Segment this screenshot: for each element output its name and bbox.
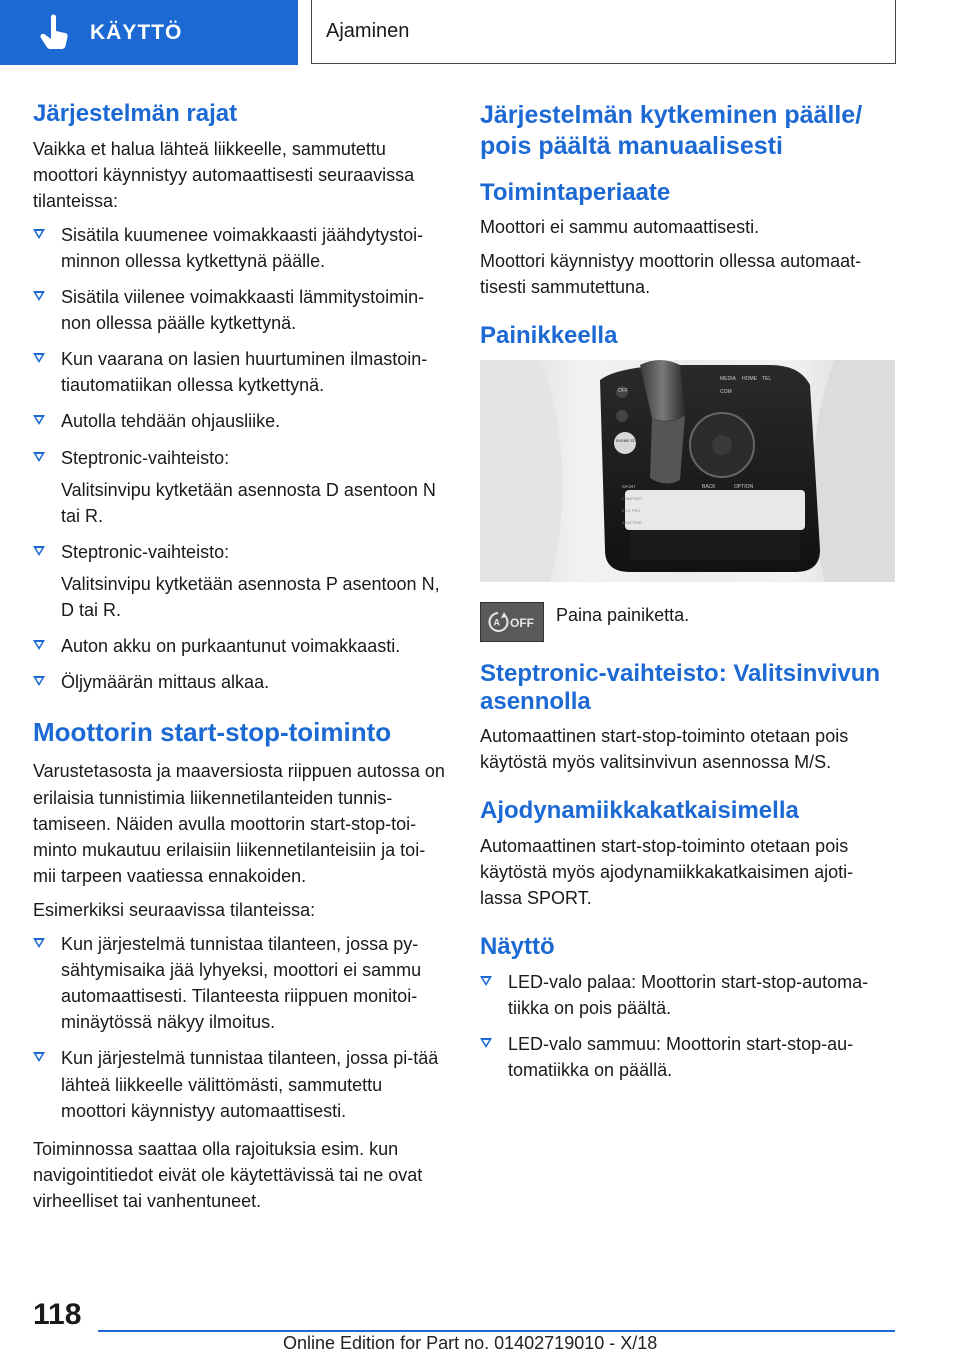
principle-para1: Moottori ei sammu automaattisesti. (480, 217, 760, 238)
section-tab[interactable] (0, 0, 298, 65)
back-label: BACK (702, 483, 716, 490)
hand-pointer-icon (34, 11, 78, 55)
triangle-bullet-icon (480, 1038, 492, 1048)
chapter-header (311, 0, 896, 64)
list-item: Kun järjestelmä tunnistaa tilanteen, jossa pi-tää lähteä liikkeelle välittömästi, sammutettu moottori käynnistyy automaattisesti. (33, 1045, 448, 1123)
triangle-bullet-icon (33, 676, 45, 686)
engine-start-stop-label: ENGINE START STOP (616, 438, 652, 443)
right-column (480, 100, 895, 1095)
page-number: 118 (33, 1298, 82, 1331)
steptronic-para: Automaattinen start-stop-toiminto otetaan pois käytöstä myös valitsinvivun asennossa M/S. (480, 726, 849, 773)
left-column (33, 100, 448, 1222)
com-label: COM (720, 388, 732, 395)
list-item: Steptronic-vaihteisto: Valitsinvipu kytketään asennosta P asentoon N, D tai R. (33, 539, 448, 623)
list-item: LED-valo sammuu: Moottorin start-stop-au-tomatiikka on päällä. (480, 1031, 895, 1083)
auto-start-stop-off-icon (485, 609, 539, 635)
list-item: LED-valo palaa: Moottorin start-stop-automa-tiikka on pois päältä. (480, 969, 895, 1021)
principle-para2: Moottori käynnistyy moottorin ollessa automaat-tisesti sammutettuna. (480, 251, 862, 298)
sport-label: SPORT (622, 483, 636, 489)
list-item: Autolla tehdään ohjausliike. (33, 408, 448, 434)
off-button-label: OFF (510, 615, 534, 630)
auto-start-stop-off-button[interactable] (480, 602, 544, 642)
list-item: Sisätila kuumenee voimakkaasti jäähdytystoi-minnon ollessa kytkettynä päälle. (33, 222, 448, 274)
list-item: Sisätila viilenee voimakkaasti lämmitystoimin-non ollessa päälle kytkettynä. (33, 284, 448, 336)
list-item: Kun vaarana on lasien huurtuminen ilmastoin-tiautomatiikan ollessa kytkettynä. (33, 346, 448, 398)
option-label: OPTION (734, 483, 754, 490)
footer-divider (98, 1330, 895, 1332)
startstop-list (33, 931, 448, 1124)
triangle-bullet-icon (33, 415, 45, 425)
triangle-bullet-icon (33, 938, 45, 948)
limits-list (33, 222, 448, 695)
list-item: Steptronic-vaihteisto: Valitsinvipu kytketään asennosta D asentoon N tai R. (33, 445, 448, 529)
home-label: HOME (742, 375, 757, 382)
triangle-bullet-icon (33, 291, 45, 301)
off-label: OFF (618, 387, 628, 394)
tel-label: TEL (762, 375, 772, 382)
center-console-illustration (480, 360, 895, 582)
list-item: Kun järjestelmä tunnistaa tilanteen, jossa py-sähtymisaika jää lyhyeksi, moottori ei sammu automaattisesti. Tilanteesta riippuen monitoi-minäytössä näkyy ilmoitus. (33, 931, 448, 1035)
svg-text:A: A (493, 617, 500, 628)
console-photo (480, 360, 895, 582)
startstop-heading: Moottorin start-stop-toiminto (33, 717, 392, 748)
edition-text: Online Edition for Part no. 01402719010 - X/18 (283, 1333, 658, 1353)
startstop-para1: Varustetasosta ja maaversiosta riippuen autossa on erilaisia tunnistimia liikennetilanteiden tunnis-tamiseen. Näiden avulla moottorin start-stop-toi-minto mukautuu erilaisiin liikennetilanteisiin ja toi-mii tarpeen vaatiessa ennakoiden. (33, 761, 445, 886)
triangle-bullet-icon (480, 976, 492, 986)
comfort-label: COMFORT (622, 495, 643, 501)
triangle-bullet-icon (33, 640, 45, 650)
button-instruction-row (480, 602, 895, 642)
dynamic-para: Automaattinen start-stop-toiminto otetaan pois käytöstä myös ajodynamiikkakatkaisimen ajoti-lassa SPORT. (480, 835, 854, 909)
limits-heading: Järjestelmän rajat (33, 100, 238, 127)
steptronic-heading: Steptronic-vaihteisto: Valitsinvivun asennolla (480, 659, 881, 715)
button-heading: Painikkeella (480, 322, 618, 350)
list-item: Auton akku on purkaantunut voimakkaasti. (33, 633, 448, 659)
startstop-para3: Toiminnossa saattaa olla rajoituksia esim. kun navigointitiedot eivät ole käytettävissä tai ne ovat virheelliset tai vanhentuneet. (33, 1138, 423, 1211)
principle-heading: Toimintaperiaate (480, 178, 671, 206)
manual-heading: Järjestelmän kytkeminen päälle/ pois päältä manuaalisesti (480, 101, 863, 161)
display-heading: Näyttö (480, 933, 555, 961)
list-item: Öljymäärän mittaus alkaa. (33, 669, 448, 695)
triangle-bullet-icon (33, 452, 45, 462)
adaptive-label: ADAPTIVE (622, 519, 642, 525)
media-label: MEDIA (720, 375, 736, 382)
triangle-bullet-icon (33, 353, 45, 363)
chapter-title: Ajaminen (326, 20, 410, 42)
triangle-bullet-icon (33, 546, 45, 556)
section-tab-label: KÄYTTÖ (90, 20, 183, 44)
display-list (480, 969, 895, 1083)
limits-intro: Vaikka et halua lähteä liikkeelle, sammutettu moottori käynnistyy automaattisesti seuraavissa tilanteissa: (33, 138, 415, 211)
eco-pro-label: ECO PRO (622, 507, 641, 513)
dynamic-heading: Ajodynamiikkakatkaisimella (480, 797, 799, 825)
startstop-para2: Esimerkiksi seuraavissa tilanteissa: (33, 899, 316, 920)
triangle-bullet-icon (33, 229, 45, 239)
press-button-text: Paina painiketta. (556, 604, 690, 625)
triangle-bullet-icon (33, 1052, 45, 1062)
